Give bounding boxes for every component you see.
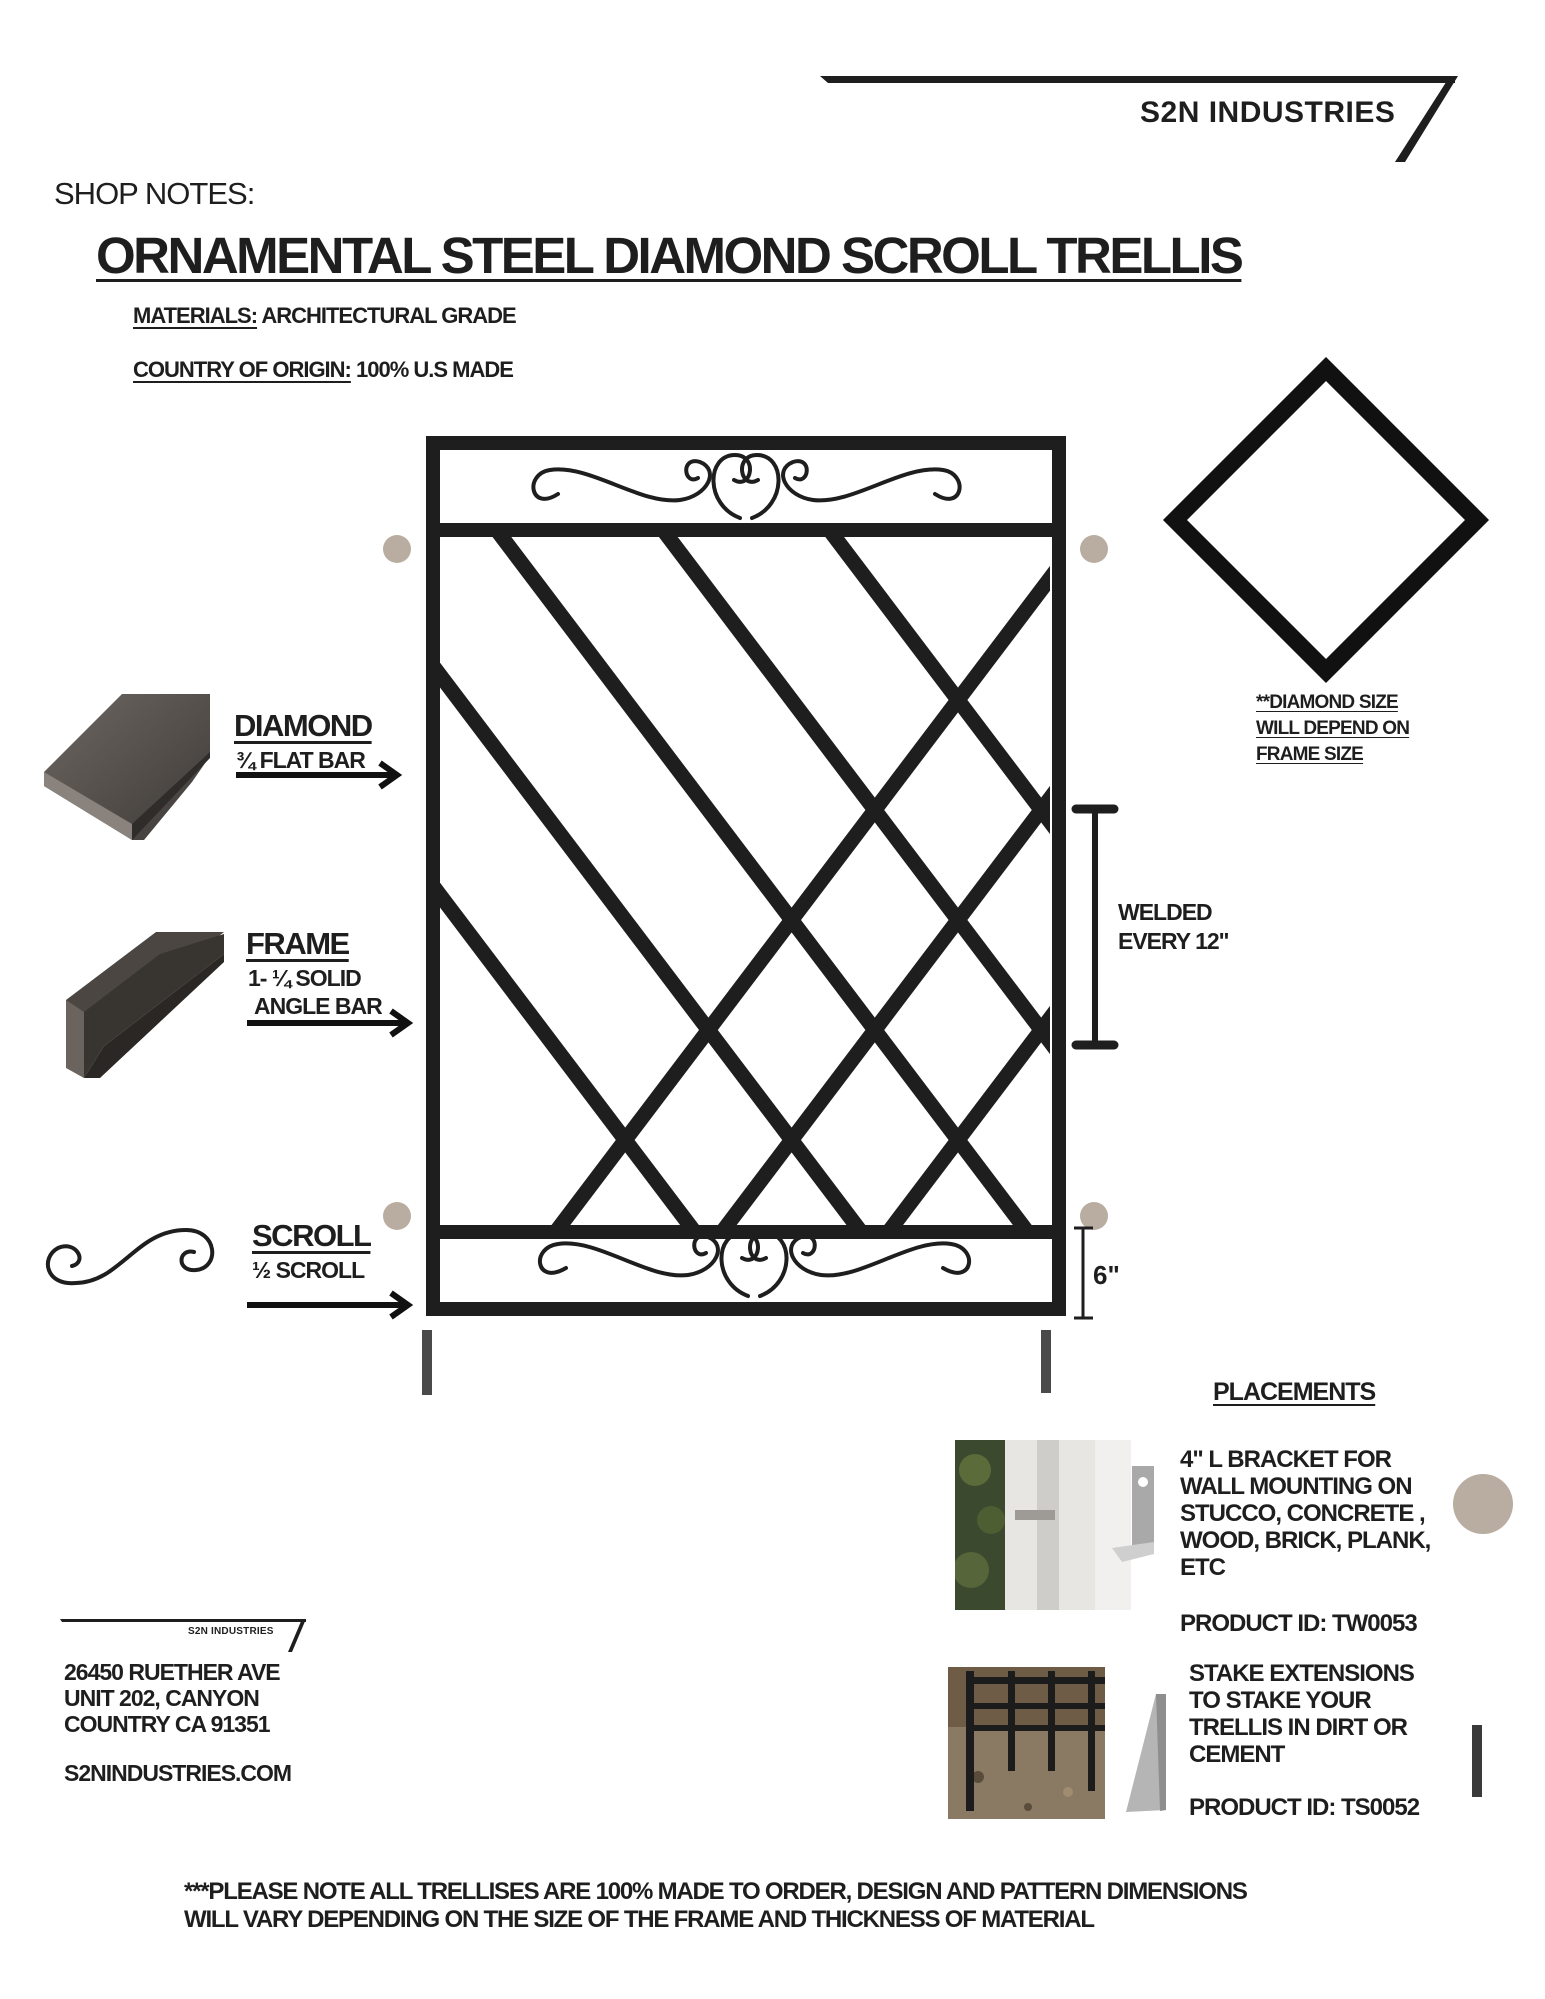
angle-bar-image <box>60 928 230 1083</box>
mount-dot-large <box>1452 1473 1514 1535</box>
scroll-material-heading: SCROLL <box>252 1218 371 1253</box>
stake-photo <box>948 1667 1105 1819</box>
placements-title: PLACEMENTS <box>1213 1378 1376 1406</box>
bracket-product-id: PRODUCT ID: TW0053 <box>1180 1610 1417 1637</box>
mount-dot <box>1080 1202 1108 1230</box>
materials-label: MATERIALS: <box>133 303 258 328</box>
diamond-size-note: **DIAMOND SIZE WILL DEPEND ON FRAME SIZE <box>1256 692 1410 765</box>
stake-leg <box>422 1330 432 1395</box>
top-scroll <box>533 455 959 518</box>
company-address: 26450 RUETHER AVE UNIT 202, CANYON COUNTRY CA 91351 <box>64 1659 280 1737</box>
mini-brand-bar <box>58 1618 308 1658</box>
bracket-description: 4" L BRACKET FOR WALL MOUNTING ON STUCCO, CONCRETE , WOOD, BRICK, PLANK, ETC <box>1180 1446 1431 1581</box>
welded-dimension-bracket <box>1076 809 1114 1045</box>
scroll-material-spec: ½ SCROLL <box>252 1257 365 1283</box>
mount-dot <box>383 1202 411 1230</box>
frame-arrow-icon <box>245 1008 420 1038</box>
frame-material-heading: FRAME <box>246 926 349 961</box>
trellis-drawing <box>380 420 1140 1410</box>
shop-notes-label: SHOP NOTES: <box>54 176 255 211</box>
stake-description: STAKE EXTENSIONS TO STAKE YOUR TRELLIS IN DIRT OR CEMENT <box>1189 1660 1414 1768</box>
frame-material-spec-2: ANGLE BAR <box>254 993 382 1019</box>
flat-bar-image <box>40 690 215 845</box>
materials-row <box>133 303 516 329</box>
mini-brand-name: S2N INDUSTRIES <box>188 1626 274 1637</box>
mount-dot <box>383 535 411 563</box>
welded-label: WELDED EVERY 12" <box>1118 899 1229 954</box>
bracket-photo <box>955 1440 1131 1610</box>
six-inch-dimension-bracket <box>1074 1228 1093 1318</box>
origin-row <box>133 357 513 383</box>
stake-product-id: PRODUCT ID: TS0052 <box>1189 1794 1420 1821</box>
page-title: ORNAMENTAL STEEL DIAMOND SCROLL TRELLIS <box>96 227 1242 284</box>
scroll-image <box>36 1220 226 1295</box>
stake-leg <box>1041 1330 1051 1393</box>
bottom-scroll <box>540 1233 969 1296</box>
company-website[interactable]: S2NINDUSTRIES.COM <box>64 1760 292 1786</box>
frame-material-spec-1: 1- ¼ SOLID <box>248 965 361 991</box>
origin-label: COUNTRY OF ORIGIN: <box>133 357 351 382</box>
stake-extension-icon <box>1120 1690 1180 1815</box>
scroll-arrow-icon <box>245 1290 420 1320</box>
bottom-band-dimension: 6" <box>1093 1260 1120 1290</box>
mount-dot <box>1080 535 1108 563</box>
origin-value: 100% U.S MADE <box>356 357 513 382</box>
footer-disclaimer: ***PLEASE NOTE ALL TRELLISES ARE 100% MADE TO ORDER, DESIGN AND PATTERN DIMENSIONS WILL VARY DEPENDING ON THE SIZE OF THE FRAME AND THICKNESS OF MATERIAL <box>184 1878 1247 1933</box>
diamond-arrow-icon <box>234 760 409 790</box>
stake-marker-icon <box>1470 1725 1484 1797</box>
brand-name: S2N INDUSTRIES <box>1140 96 1396 129</box>
diamond-size-icon <box>1160 355 1495 685</box>
materials-value: ARCHITECTURAL GRADE <box>261 303 516 328</box>
diamond-material-heading: DIAMOND <box>234 708 372 743</box>
l-bracket-icon <box>1108 1462 1168 1572</box>
diamond-material-spec: ¾ FLAT BAR <box>236 747 365 773</box>
